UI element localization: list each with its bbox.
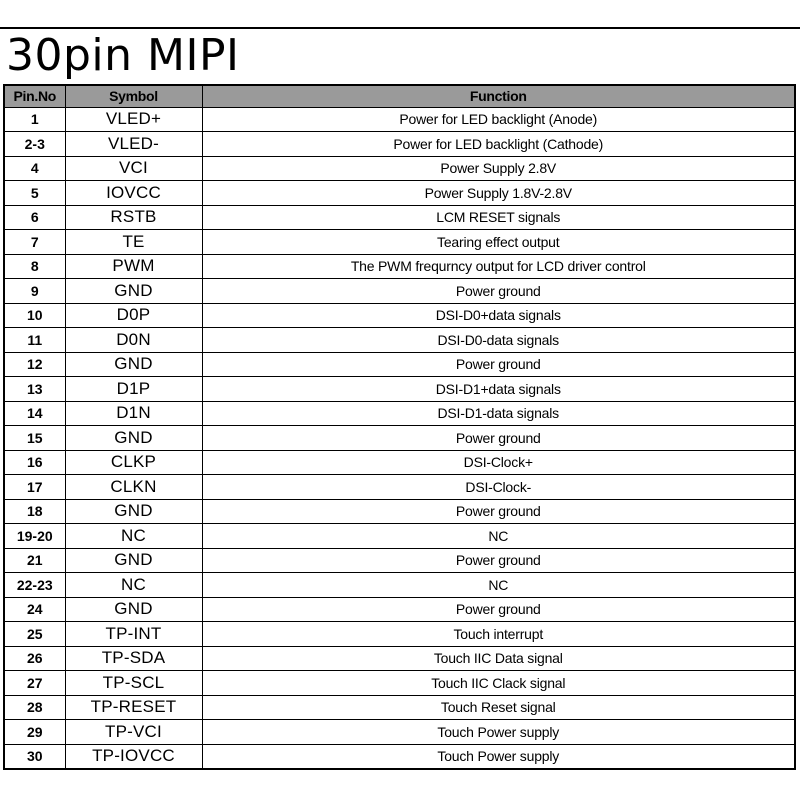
function-cell: NC (202, 573, 795, 598)
symbol-cell: PWM (65, 254, 202, 279)
function-cell: Power Supply 1.8V-2.8V (202, 181, 795, 206)
function-cell: DSI-D1+data signals (202, 377, 795, 402)
table-row (4, 548, 795, 573)
function-cell: DSI-Clock- (202, 475, 795, 500)
pin-number-cell: 2-3 (4, 132, 65, 157)
table-row (4, 352, 795, 377)
pin-number-cell: 18 (4, 499, 65, 524)
symbol-cell: VLED- (65, 132, 202, 157)
table-row (4, 475, 795, 500)
pinout-table (3, 84, 796, 770)
pin-number-cell: 9 (4, 279, 65, 304)
pin-number-cell: 14 (4, 401, 65, 426)
table-row (4, 377, 795, 402)
symbol-cell: RSTB (65, 205, 202, 230)
pin-number-cell: 21 (4, 548, 65, 573)
pin-number-cell: 6 (4, 205, 65, 230)
table-row (4, 597, 795, 622)
pin-number-cell: 17 (4, 475, 65, 500)
symbol-cell: D0P (65, 303, 202, 328)
function-cell: Power ground (202, 352, 795, 377)
pin-number-cell: 16 (4, 450, 65, 475)
symbol-cell: GND (65, 279, 202, 304)
table-row (4, 401, 795, 426)
symbol-cell: TP-INT (65, 622, 202, 647)
symbol-cell: TP-RESET (65, 695, 202, 720)
function-cell: Power ground (202, 597, 795, 622)
function-cell: Power for LED backlight (Anode) (202, 107, 795, 132)
pin-number-cell: 30 (4, 744, 65, 769)
symbol-cell: CLKP (65, 450, 202, 475)
table-row (4, 107, 795, 132)
pin-number-cell: 24 (4, 597, 65, 622)
function-cell: DSI-D1-data signals (202, 401, 795, 426)
table-row (4, 450, 795, 475)
table-row (4, 573, 795, 598)
pin-number-cell: 26 (4, 646, 65, 671)
header-symbol: Symbol (65, 85, 202, 107)
pin-number-cell: 5 (4, 181, 65, 206)
table-row (4, 254, 795, 279)
table-row (4, 646, 795, 671)
table-row (4, 205, 795, 230)
function-cell: Power ground (202, 279, 795, 304)
symbol-cell: NC (65, 573, 202, 598)
pin-number-cell: 22-23 (4, 573, 65, 598)
symbol-cell: NC (65, 524, 202, 549)
table-row (4, 499, 795, 524)
function-cell: LCM RESET signals (202, 205, 795, 230)
table-header-row (4, 85, 795, 107)
function-cell: Power Supply 2.8V (202, 156, 795, 181)
symbol-cell: TP-SDA (65, 646, 202, 671)
symbol-cell: IOVCC (65, 181, 202, 206)
symbol-cell: D1P (65, 377, 202, 402)
pin-number-cell: 19-20 (4, 524, 65, 549)
table-row (4, 524, 795, 549)
symbol-cell: CLKN (65, 475, 202, 500)
pin-number-cell: 11 (4, 328, 65, 353)
table-row (4, 328, 795, 353)
pin-number-cell: 15 (4, 426, 65, 451)
function-cell: Touch interrupt (202, 622, 795, 647)
function-cell: Touch Power supply (202, 744, 795, 769)
function-cell: DSI-D0+data signals (202, 303, 795, 328)
function-cell: Power ground (202, 499, 795, 524)
pin-number-cell: 8 (4, 254, 65, 279)
table-row (4, 303, 795, 328)
header-function: Function (202, 85, 795, 107)
pin-number-cell: 13 (4, 377, 65, 402)
pin-number-cell: 10 (4, 303, 65, 328)
symbol-cell: GND (65, 597, 202, 622)
symbol-cell: D0N (65, 328, 202, 353)
table-row (4, 426, 795, 451)
function-cell: The PWM frequrncy output for LCD driver control (202, 254, 795, 279)
symbol-cell: D1N (65, 401, 202, 426)
symbol-cell: GND (65, 426, 202, 451)
table-body (4, 107, 795, 769)
pin-number-cell: 28 (4, 695, 65, 720)
symbol-cell: VLED+ (65, 107, 202, 132)
symbol-cell: GND (65, 352, 202, 377)
function-cell: Power ground (202, 426, 795, 451)
pin-number-cell: 12 (4, 352, 65, 377)
function-cell: Tearing effect output (202, 230, 795, 255)
symbol-cell: TP-IOVCC (65, 744, 202, 769)
function-cell: DSI-Clock+ (202, 450, 795, 475)
table-row (4, 622, 795, 647)
symbol-cell: TP-VCI (65, 720, 202, 745)
pin-number-cell: 29 (4, 720, 65, 745)
function-cell: Touch Reset signal (202, 695, 795, 720)
table-row (4, 671, 795, 696)
function-cell: Power for LED backlight (Cathode) (202, 132, 795, 157)
page-title: 30pin MIPI (6, 30, 240, 81)
function-cell: NC (202, 524, 795, 549)
pin-number-cell: 25 (4, 622, 65, 647)
function-cell: DSI-D0-data signals (202, 328, 795, 353)
pin-number-cell: 1 (4, 107, 65, 132)
symbol-cell: GND (65, 548, 202, 573)
table-row (4, 695, 795, 720)
pin-number-cell: 7 (4, 230, 65, 255)
table-row (4, 279, 795, 304)
symbol-cell: VCI (65, 156, 202, 181)
function-cell: Touch Power supply (202, 720, 795, 745)
function-cell: Touch IIC Data signal (202, 646, 795, 671)
table-row (4, 132, 795, 157)
table-row (4, 181, 795, 206)
pin-number-cell: 4 (4, 156, 65, 181)
table-row (4, 744, 795, 769)
table-row (4, 720, 795, 745)
symbol-cell: TP-SCL (65, 671, 202, 696)
symbol-cell: TE (65, 230, 202, 255)
symbol-cell: GND (65, 499, 202, 524)
function-cell: Touch IIC Clack signal (202, 671, 795, 696)
function-cell: Power ground (202, 548, 795, 573)
header-pin-number: Pin.No (4, 85, 65, 107)
pin-number-cell: 27 (4, 671, 65, 696)
table-row (4, 230, 795, 255)
table-row (4, 156, 795, 181)
